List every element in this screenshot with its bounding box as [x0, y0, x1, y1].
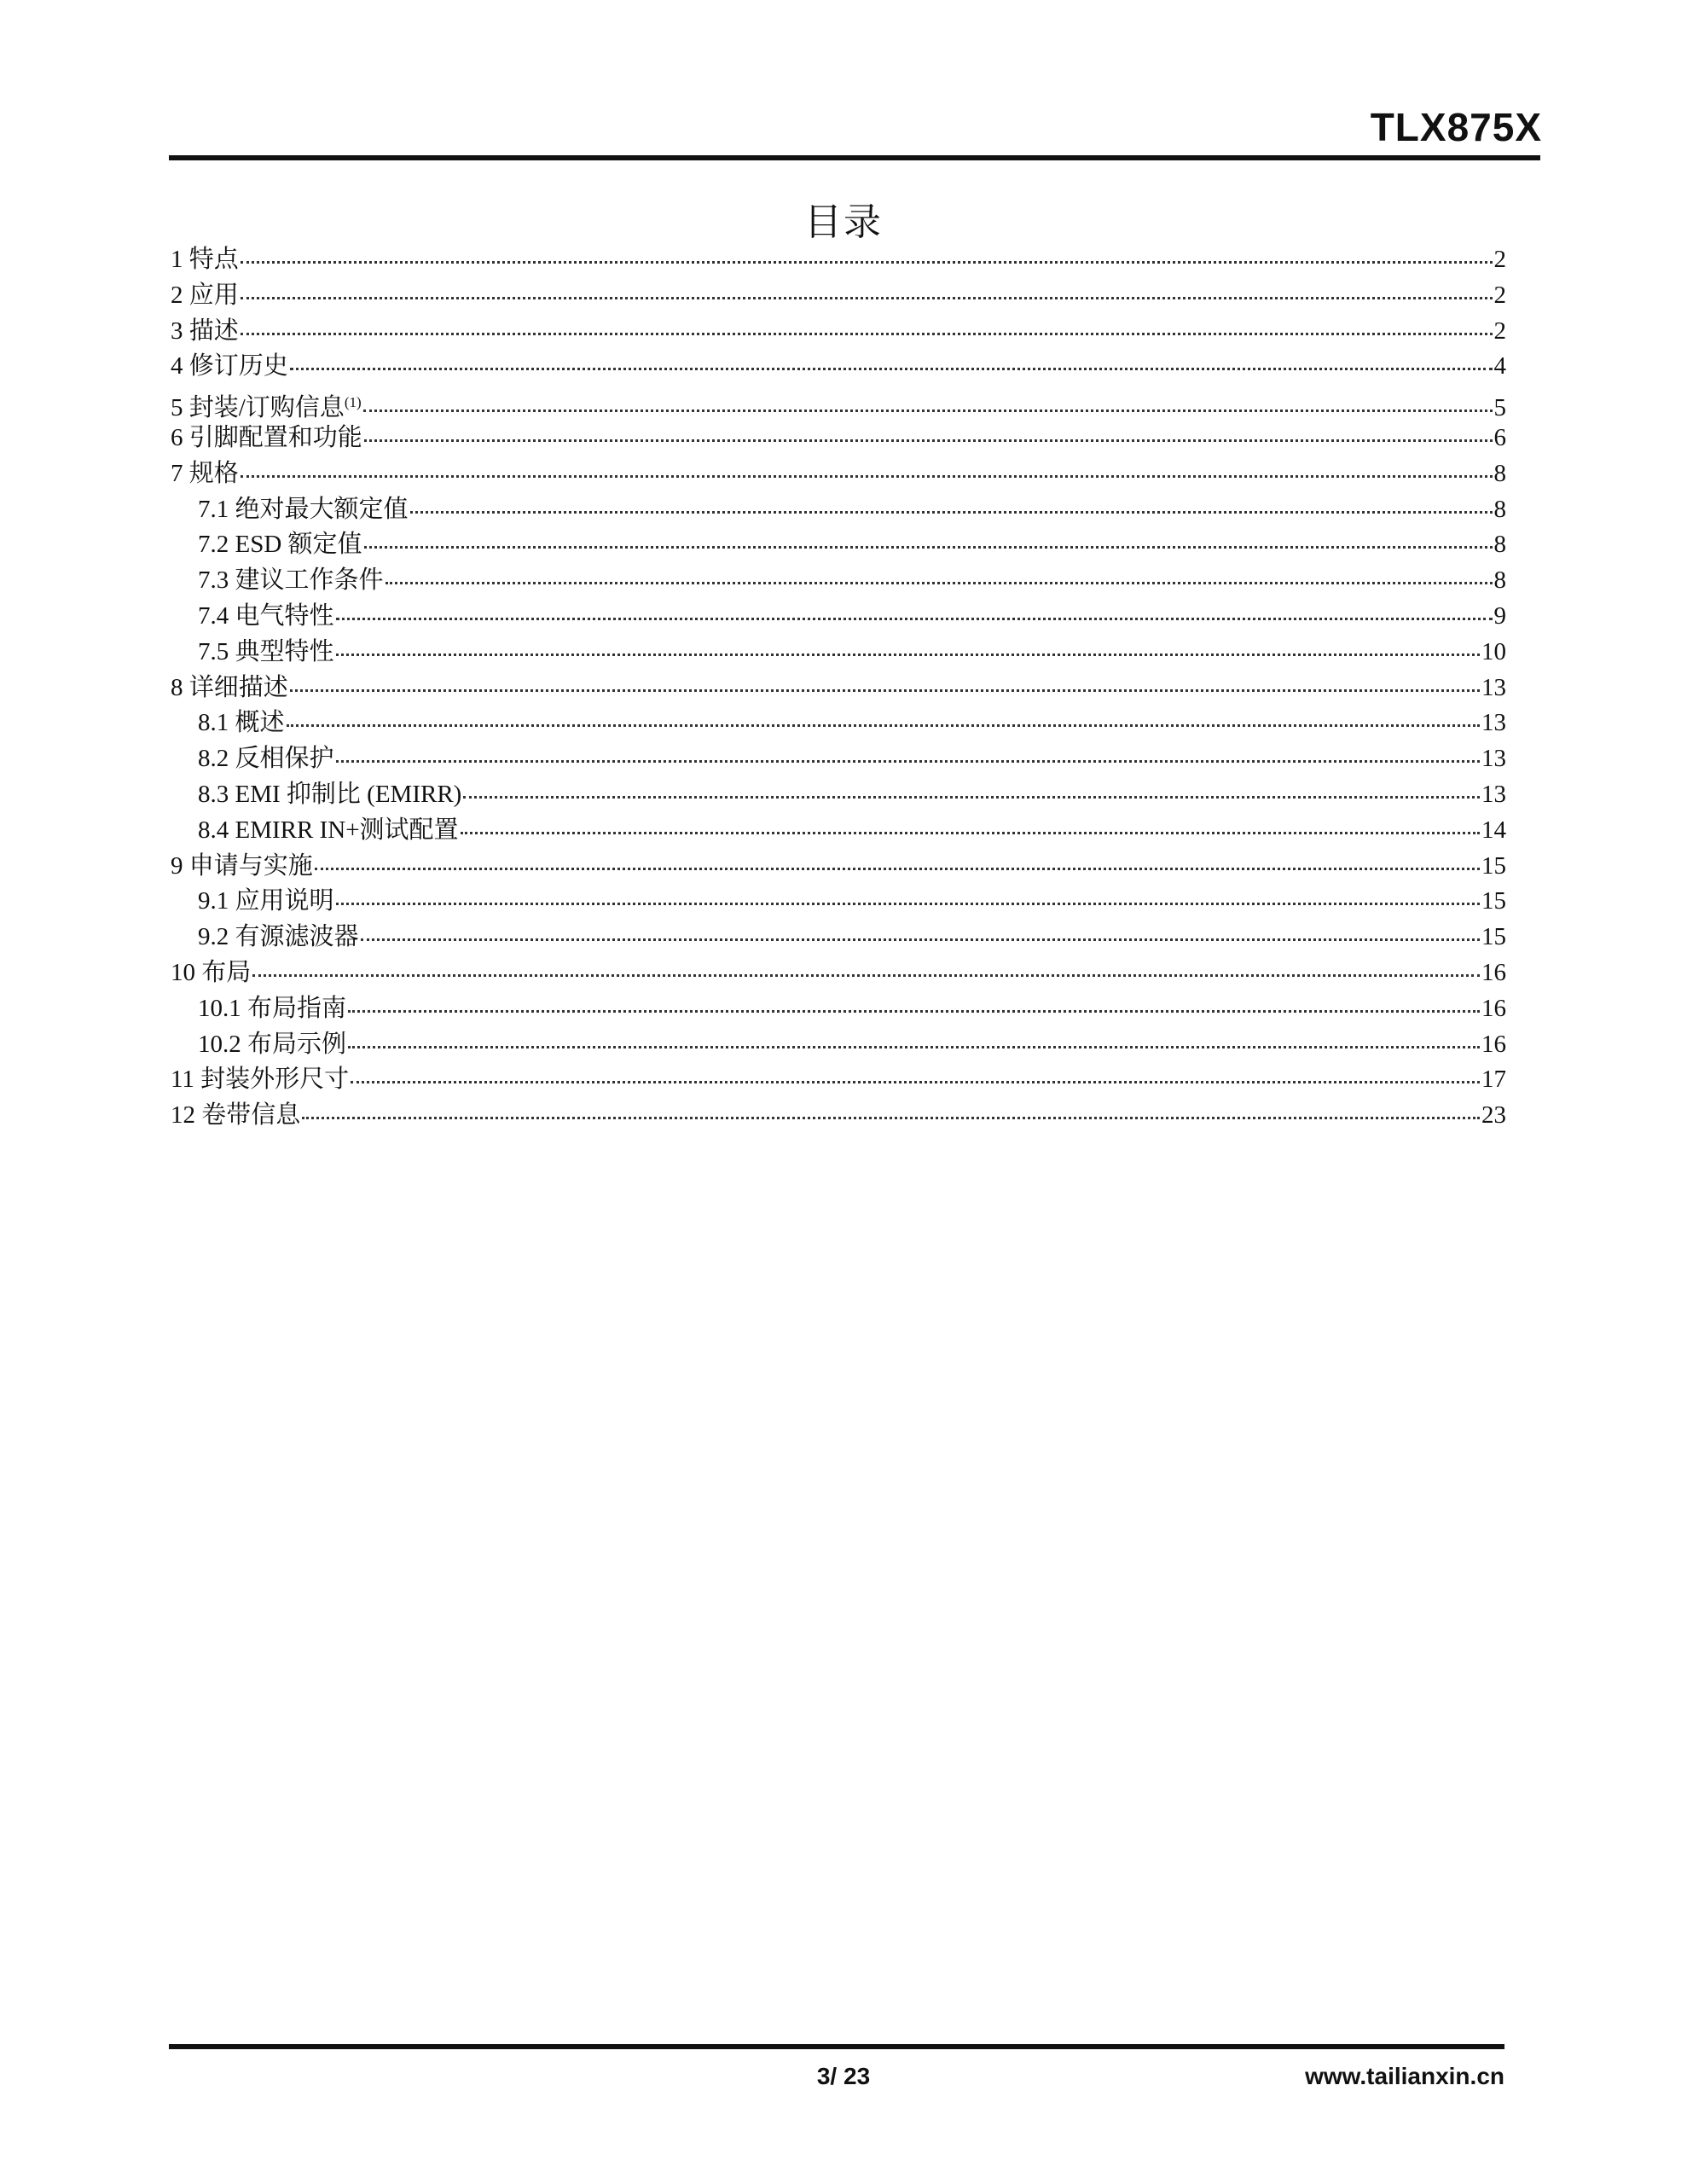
toc-entry-label-text: 3 描述: [171, 317, 239, 345]
dot-leader: [287, 723, 1480, 727]
toc-entry[interactable]: [171, 349, 1506, 385]
toc-entry-label-text: 9 申请与实施: [171, 851, 313, 880]
toc-entry-label-text: 12 卷带信息: [171, 1101, 301, 1130]
dot-leader: [241, 296, 1493, 299]
toc-entry-label: [171, 1062, 349, 1098]
dot-leader: [290, 367, 1493, 370]
toc-entry[interactable]: [171, 278, 1506, 314]
dot-leader: [363, 409, 1493, 412]
toc-entry[interactable]: [171, 920, 1506, 956]
product-title: TLX875X: [1370, 105, 1542, 149]
toc-entry-label: [198, 777, 461, 813]
toc-entry-label-text: 7.3 建议工作条件: [198, 566, 384, 595]
toc-entry-page: 17: [1481, 1066, 1506, 1094]
toc-entry-label: [198, 527, 362, 563]
toc-entry-label: [171, 671, 288, 706]
toc-entry-label: [171, 956, 251, 991]
toc-entry-label: [198, 706, 285, 741]
toc-entry-label: [198, 741, 334, 777]
toc-entry[interactable]: [171, 314, 1506, 350]
toc-entry-label: [171, 278, 239, 314]
toc-entry-page: 13: [1481, 673, 1506, 701]
toc-entry[interactable]: [171, 527, 1506, 563]
toc-entry-label-text: 7.4 电气特性: [198, 601, 334, 630]
toc-entry-page: 15: [1481, 887, 1506, 915]
toc-entry[interactable]: [171, 671, 1506, 706]
toc-entry-page: 16: [1481, 958, 1506, 986]
toc-entry-label-text: 4 修订历史: [171, 352, 288, 380]
toc-entry-page: 6: [1493, 423, 1506, 451]
toc-entry-label-text: 11 封装外形尺寸: [171, 1066, 350, 1094]
dot-leader: [336, 653, 1480, 656]
toc-entry-label: [198, 563, 384, 599]
dot-leader: [241, 332, 1493, 335]
toc-entry-label-text: 10.1 布局指南: [198, 994, 347, 1022]
toc-entry-page: 8: [1493, 531, 1506, 559]
toc-entry-label: [198, 920, 359, 956]
toc-entry-page: 14: [1481, 816, 1506, 844]
toc-entry[interactable]: [171, 385, 1506, 421]
toc-entry-page: 2: [1493, 317, 1506, 345]
toc-entry[interactable]: [171, 884, 1506, 920]
toc-entry-label: [171, 242, 239, 278]
toc-entry[interactable]: [171, 991, 1506, 1027]
dot-leader: [364, 439, 1493, 442]
toc-entry-page: 13: [1481, 745, 1506, 773]
toc-entry[interactable]: [171, 741, 1506, 777]
toc-entry-page: 16: [1481, 994, 1506, 1022]
toc-entry-page: 16: [1481, 1030, 1506, 1058]
toc-entry-page: 5: [1493, 394, 1506, 422]
toc-entry-label-text: 7.2 ESD 额定值: [198, 531, 362, 559]
toc-entry-label: [198, 599, 334, 635]
toc-entry-label: [198, 813, 459, 849]
toc-entry-label-text: 8.2 反相保护: [198, 745, 334, 773]
toc-entry-page: 10: [1481, 637, 1506, 665]
toc-entry-label: [171, 849, 313, 885]
table-of-contents: [171, 242, 1506, 1134]
dot-leader: [252, 973, 1480, 977]
dot-leader: [336, 902, 1480, 905]
toc-entry-label-text: 2 应用: [171, 281, 239, 309]
toc-entry-label-text: 7.1 绝对最大额定值: [198, 495, 409, 523]
toc-entry-label: [171, 456, 239, 492]
toc-entry-label: [198, 991, 346, 1027]
toc-entry[interactable]: [171, 1062, 1506, 1098]
toc-entry-label-text: 8.4 EMIRR IN+测试配置: [198, 816, 459, 844]
dot-leader: [302, 1116, 1480, 1119]
dot-leader: [241, 474, 1493, 478]
toc-entry[interactable]: [171, 956, 1506, 991]
toc-entry[interactable]: [171, 492, 1506, 528]
toc-entry-label: [198, 884, 334, 920]
dot-leader: [336, 759, 1480, 763]
toc-entry-label-text: 8 详细描述: [171, 673, 288, 701]
toc-entry-page: 13: [1481, 709, 1506, 737]
dot-leader: [241, 260, 1493, 264]
footer-rule: [169, 2044, 1504, 2049]
dot-leader: [348, 1009, 1480, 1013]
dot-leader: [410, 510, 1493, 514]
toc-entry[interactable]: [171, 635, 1506, 671]
toc-entry[interactable]: [171, 706, 1506, 741]
dot-leader: [463, 795, 1480, 799]
toc-entry-page: 4: [1493, 352, 1506, 380]
dot-leader: [348, 1045, 1480, 1048]
toc-entry-label-text: 9.2 有源滤波器: [198, 923, 359, 951]
toc-entry-label-text: 8.3 EMI 抑制比 (EMIRR): [198, 780, 462, 808]
toc-entry[interactable]: [171, 563, 1506, 599]
toc-entry[interactable]: [171, 242, 1506, 278]
dot-leader: [315, 867, 1480, 870]
toc-entry-label: [198, 492, 409, 528]
toc-entry[interactable]: [171, 1027, 1506, 1063]
toc-entry[interactable]: [171, 456, 1506, 492]
page-number: 3/ 23: [816, 2063, 871, 2089]
toc-entry-label: [198, 1027, 346, 1063]
toc-entry-page: 8: [1493, 459, 1506, 487]
dot-leader: [351, 1080, 1480, 1083]
toc-entry-label: [171, 314, 239, 350]
toc-entry-label-text: 7 规格: [171, 459, 239, 487]
dot-leader: [386, 581, 1493, 584]
dot-leader: [361, 938, 1480, 941]
dot-leader: [336, 617, 1493, 620]
dot-leader: [364, 545, 1493, 549]
dot-leader: [461, 831, 1480, 834]
toc-entry-label-text: 5 封装/订购信息: [171, 394, 345, 422]
toc-entry-label-text: 9.1 应用说明: [198, 887, 334, 915]
toc-entry[interactable]: [171, 849, 1506, 885]
toc-entry-label-text: 8.1 概述: [198, 709, 285, 737]
toc-entry-label-text: 6 引脚配置和功能: [171, 423, 362, 451]
toc-entry-page: 13: [1481, 780, 1506, 808]
toc-entry-page: 8: [1493, 495, 1506, 523]
toc-entry-label: [171, 1098, 300, 1134]
toc-entry-page: 2: [1493, 281, 1506, 309]
toc-entry-page: 23: [1481, 1101, 1506, 1130]
toc-entry-page: 2: [1493, 246, 1506, 273]
footnote-marker: (1): [344, 394, 362, 411]
toc-entry[interactable]: [171, 599, 1506, 635]
toc-entry-page: 9: [1493, 601, 1506, 630]
website-link[interactable]: www.tailianxin.cn: [1305, 2063, 1504, 2089]
toc-entry-label-text: 10.2 布局示例: [198, 1030, 347, 1058]
toc-entry-label: [171, 421, 362, 456]
toc-entry[interactable]: [171, 813, 1506, 849]
toc-entry-page: 15: [1481, 851, 1506, 880]
toc-entry[interactable]: [171, 777, 1506, 813]
toc-entry[interactable]: [171, 1098, 1506, 1134]
dot-leader: [290, 688, 1480, 692]
toc-entry-label: [171, 349, 288, 385]
toc-title: 目录: [804, 201, 883, 243]
toc-entry[interactable]: [171, 421, 1506, 456]
toc-entry-label: [198, 635, 334, 671]
header-rule: [169, 155, 1540, 160]
toc-entry-label-text: 7.5 典型特性: [198, 637, 334, 665]
toc-entry-page: 8: [1493, 566, 1506, 595]
toc-entry-label-text: 1 特点: [171, 246, 239, 273]
toc-entry-label-text: 10 布局: [171, 958, 252, 986]
toc-entry-page: 15: [1481, 923, 1506, 951]
